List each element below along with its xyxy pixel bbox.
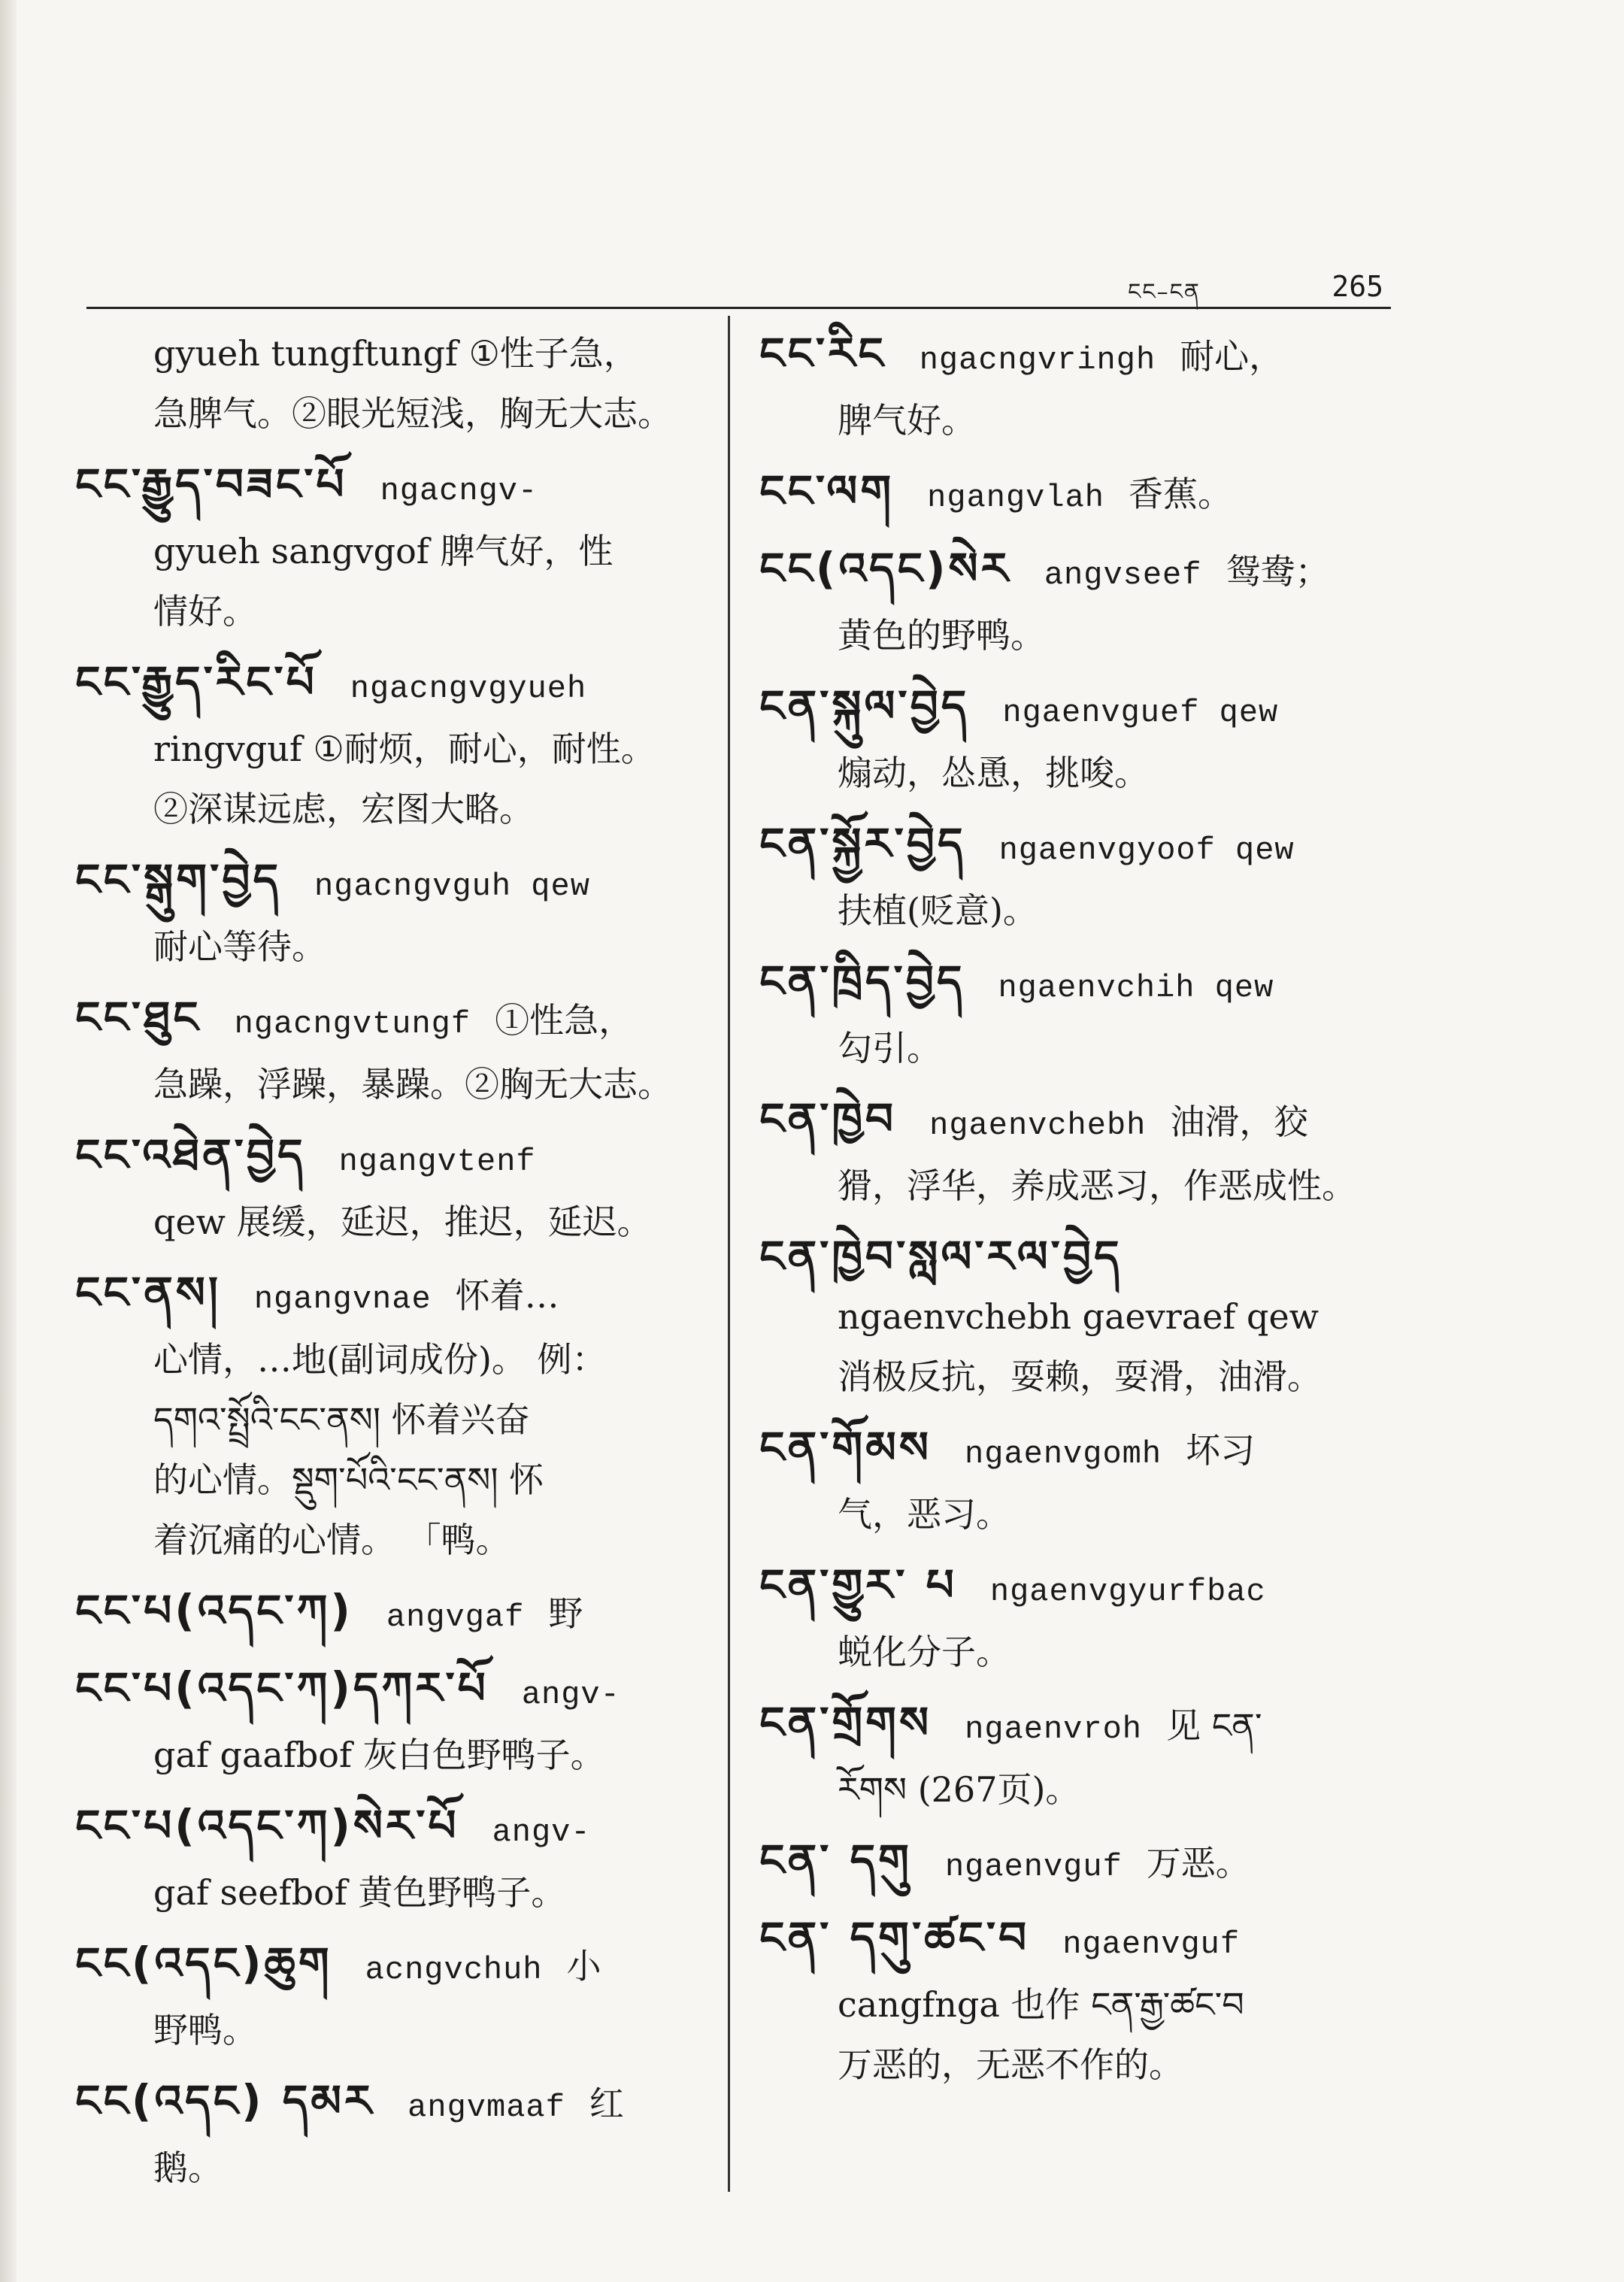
right-column: [759, 323, 1398, 2105]
entry-continuation: [759, 1018, 1398, 1078]
entry-headline: [75, 454, 707, 521]
entry-continuation: [75, 1862, 707, 1923]
entry-continuation: [75, 1192, 707, 1252]
romanization: ngaenvguf: [1062, 1926, 1241, 1962]
entry-headline: [759, 676, 1398, 743]
definition-start: 耐心，: [1180, 336, 1284, 377]
entry-headline: [759, 323, 1398, 390]
romanization: ngaenvguf: [944, 1849, 1123, 1885]
entry-continuation: [759, 743, 1398, 803]
romanization: ngaenvgomh: [965, 1436, 1162, 1472]
tibetan-headword: ངན་སྐྱོར་བྱེད: [759, 818, 966, 869]
tibetan-headword: ངང(འདང) དམར: [75, 2075, 375, 2126]
definition-line: gyueh sangvgof 脾气好，性: [153, 531, 614, 571]
running-header: [1128, 267, 1383, 312]
tibetan-headword: ངན་ དགུ་ཚང་བ: [759, 1912, 1030, 1963]
definition-start: 小: [566, 1946, 601, 1987]
definition-start: 油滑，狡: [1170, 1102, 1309, 1142]
entry-headline: [759, 1830, 1398, 1897]
tibetan-headword: ངན་ཁྱེབ: [759, 1093, 897, 1144]
entry-continuation: [759, 1759, 1398, 1820]
dictionary-entry: [759, 814, 1398, 941]
romanization: ngaenvchebh: [929, 1108, 1147, 1144]
definition-line: རོགས (267页)。: [838, 1769, 1080, 1810]
entry-continuation: [759, 605, 1398, 665]
dictionary-entry: [759, 323, 1398, 450]
entry-headline: [759, 951, 1398, 1018]
entry-headline: [759, 1417, 1398, 1484]
dictionary-entry: [75, 454, 707, 641]
dictionary-entry: [75, 1933, 707, 2060]
entry-continuation: [75, 2000, 707, 2060]
tibetan-headword: ངན་གོམས: [759, 1422, 932, 1473]
romanization: ngaenvgyurfbac: [989, 1574, 1266, 1610]
tibetan-headword: ངང་རིང: [759, 328, 886, 379]
entry-headline: [75, 1262, 707, 1329]
romanization: ngangvnae: [253, 1281, 432, 1317]
definition-line: 耐心等待。: [153, 926, 326, 967]
entry-continuation: [759, 1484, 1398, 1544]
dictionary-entry: [75, 1125, 707, 1252]
dictionary-entry: [75, 1658, 707, 1785]
definition-line: 心情，…地(副词成份)。 例：: [153, 1339, 607, 1380]
entry-continuation: [75, 1329, 707, 1570]
dictionary-entry: [75, 652, 707, 839]
romanization: angv-: [492, 1814, 591, 1850]
definition-line: 脾气好。: [838, 400, 976, 441]
dictionary-entry: [759, 1089, 1398, 1216]
romanization: ngangvtenf: [338, 1144, 536, 1180]
tibetan-headword: ངང་པ(འདང་ཀ)དཀར་པོ: [75, 1662, 489, 1714]
definition-start: 万恶。: [1146, 1843, 1250, 1883]
definition-start: 怀着…: [455, 1275, 559, 1316]
tibetan-headword: ངན་ དགུ: [759, 1835, 912, 1886]
tibetan-headword: ངང་པ(འདང་ཀ)སེར་པོ: [75, 1800, 459, 1851]
definition-line: ②深谋远虑，宏图大略。: [153, 789, 534, 829]
entry-continuation: [75, 1054, 707, 1114]
romanization: angvgaf: [386, 1599, 525, 1635]
dictionary-entry: [759, 676, 1398, 803]
dictionary-entry: [75, 2071, 707, 2198]
entry-headline: [75, 652, 707, 719]
entry-headline: [75, 987, 707, 1054]
definition-line: 蜕化分子。: [838, 1632, 1010, 1672]
definition-line: gyueh tungftungf ①性子急，: [153, 333, 638, 374]
entry-headline: [75, 2071, 707, 2138]
definition-line: 黄色的野鸭。: [838, 615, 1045, 656]
dictionary-entry: [759, 1693, 1398, 1820]
dictionary-entry: [75, 323, 707, 444]
entry-headline: [759, 814, 1398, 880]
dictionary-entry: [75, 987, 707, 1114]
definition-start: ①性急，: [495, 1000, 634, 1041]
romanization: ngacngv-: [380, 473, 538, 509]
definition-line: gaf seefbof 黄色野鸭子。: [153, 1872, 566, 1913]
romanization: ngacngvtungf: [234, 1006, 471, 1042]
tibetan-headword: ངང(འདང)ཆུག: [75, 1938, 332, 1989]
tibetan-headword: ངང་རྒྱུད་བཟང་པོ: [75, 459, 347, 510]
definition-line: 野鸭。: [153, 2010, 257, 2050]
entry-headline: [75, 1933, 707, 2000]
entry-headline: [759, 1908, 1398, 1974]
entry-continuation: [759, 390, 1398, 450]
tibetan-headword: ངང་པ(འདང་ཀ): [75, 1585, 353, 1636]
entry-continuation: [75, 323, 707, 444]
dictionary-entry: [759, 1908, 1398, 2095]
dictionary-entry: [759, 951, 1398, 1078]
definition-line: 扶植(贬意)。: [838, 890, 1038, 931]
dictionary-entry: [759, 1830, 1398, 1897]
tibetan-headword: ངང་ཐུང: [75, 992, 201, 1043]
entry-continuation: [75, 917, 707, 977]
entry-headline: [759, 1555, 1398, 1622]
page-number: 265: [1332, 270, 1383, 303]
definition-line: cangfnga 也作 ངན་རྒྱ་ཚང་བ: [838, 1984, 1244, 2025]
tibetan-headword: ངང་འཐེན་བྱེད: [75, 1129, 306, 1180]
entry-continuation: [75, 1725, 707, 1785]
definition-line: 着沉痛的心情。 「鸭。: [153, 1520, 511, 1560]
tibetan-headword: ངན་གྲོགས: [759, 1697, 932, 1748]
entry-headline: [75, 1658, 707, 1725]
entry-headline: [75, 1580, 707, 1647]
tibetan-headword: ངན་ཁྲིད་བྱེད: [759, 956, 965, 1007]
definition-line: ringvguf ①耐烦，耐心，耐性。: [153, 729, 656, 769]
entry-headline: [759, 461, 1398, 528]
romanization: angvseef: [1044, 557, 1202, 593]
definition-line: 急躁，浮躁，暴躁。②胸无大志。: [153, 1064, 672, 1105]
definition-line: 急脾气。②眼光短浅，胸无大志。: [153, 393, 672, 434]
definition-line: ngaenvchebh gaevraef qew: [838, 1296, 1320, 1337]
definition-start: 香蕉。: [1129, 474, 1232, 514]
tibetan-headword: ངན་ཁྱེབ་སླལ་རལ་བྱེད: [759, 1231, 1123, 1282]
romanization: ngangvlah: [927, 480, 1104, 516]
tibetan-headword: ངང(འདང)སེར: [759, 543, 1011, 594]
definition-line: 的心情。སྡུག་པོའི་ངང་ནས། 怀: [153, 1459, 544, 1500]
romanization: ngaenvroh: [965, 1711, 1142, 1747]
tibetan-headword: ངན་སྐུལ་བྱེད: [759, 680, 970, 732]
entry-headline: [75, 850, 707, 917]
dictionary-entry: [75, 1262, 707, 1570]
entry-headline: [759, 1693, 1398, 1759]
entry-continuation: [759, 1974, 1398, 2095]
guide-word-range: ངང–ངན: [1128, 279, 1201, 305]
entry-headline: [759, 538, 1398, 605]
definition-line: 消极反抗，耍赖，耍滑，油滑。: [838, 1356, 1322, 1397]
romanization: ngaenvguef qew: [1002, 695, 1279, 731]
entry-headline: [75, 1796, 707, 1862]
entry-continuation: [759, 1156, 1398, 1216]
dictionary-entry: [759, 1555, 1398, 1682]
tibetan-headword: ངང་ལག: [759, 465, 895, 517]
romanization: angv-: [521, 1677, 620, 1713]
column-divider: [728, 316, 730, 2192]
header-rule: [86, 307, 1391, 309]
definition-start: 见 ངན་: [1166, 1705, 1262, 1746]
dictionary-entry: [759, 1417, 1398, 1544]
definition-line: 勾引。: [838, 1028, 941, 1068]
definition-line: 气，恶习。: [838, 1494, 1010, 1535]
definition-start: 坏习: [1186, 1430, 1256, 1471]
entry-continuation: [75, 2138, 707, 2198]
romanization: ngacngvguh qew: [314, 868, 590, 905]
dictionary-entry: [759, 461, 1398, 528]
definition-line: དགའ་སྤྲོའི་ངང་ནས། 怀着兴奋: [153, 1399, 530, 1440]
romanization: angvmaaf: [408, 2090, 565, 2126]
entry-continuation: [75, 521, 707, 641]
definition-start: 鸳鸯；: [1226, 551, 1330, 592]
romanization: ngacngvgyueh: [350, 671, 587, 707]
definition-line: gaf gaafbof 灰白色野鸭子。: [153, 1735, 605, 1775]
romanization: ngaenvgyoof qew: [998, 832, 1295, 868]
romanization: acngvchuh: [365, 1952, 543, 1988]
entry-continuation: [759, 1286, 1398, 1407]
page-edge-shadow: [0, 0, 17, 2282]
dictionary-entry: [759, 1226, 1398, 1407]
definition-start: 红: [589, 2083, 624, 2124]
entry-headline: [75, 1125, 707, 1192]
entry-headline: [759, 1089, 1398, 1156]
dictionary-entry: [759, 538, 1398, 665]
definition-line: 煽动，怂恿，挑唆。: [838, 753, 1149, 793]
dictionary-entry: [75, 850, 707, 977]
dictionary-entry: [75, 1796, 707, 1923]
definition-start: 野: [548, 1593, 583, 1634]
entry-headline: [759, 1226, 1398, 1286]
definition-line: 鹅。: [153, 2147, 223, 2188]
tibetan-headword: ངང་སྒུག་བྱེད: [75, 854, 282, 905]
definition-line: 万恶的，无恶不作的。: [838, 2044, 1183, 2085]
tibetan-headword: ངན་གྱུར་ པ: [759, 1559, 957, 1611]
definition-line: 猾，浮华，养成恶习，作恶成性。: [838, 1165, 1356, 1206]
romanization: ngaenvchih qew: [998, 970, 1274, 1006]
left-column: [75, 323, 707, 2208]
entry-continuation: [75, 719, 707, 839]
romanization: ngacngvringh: [919, 342, 1156, 378]
definition-line: 情好。: [153, 591, 257, 632]
entry-continuation: [759, 1622, 1398, 1682]
definition-line: qew 展缓，延迟，推迟，延迟。: [153, 1202, 652, 1242]
dictionary-entry: [75, 1580, 707, 1647]
tibetan-headword: ངང་ནས།: [75, 1267, 221, 1318]
tibetan-headword: ངང་རྒྱུད་རིང་པོ: [75, 656, 317, 708]
entry-continuation: [759, 880, 1398, 941]
